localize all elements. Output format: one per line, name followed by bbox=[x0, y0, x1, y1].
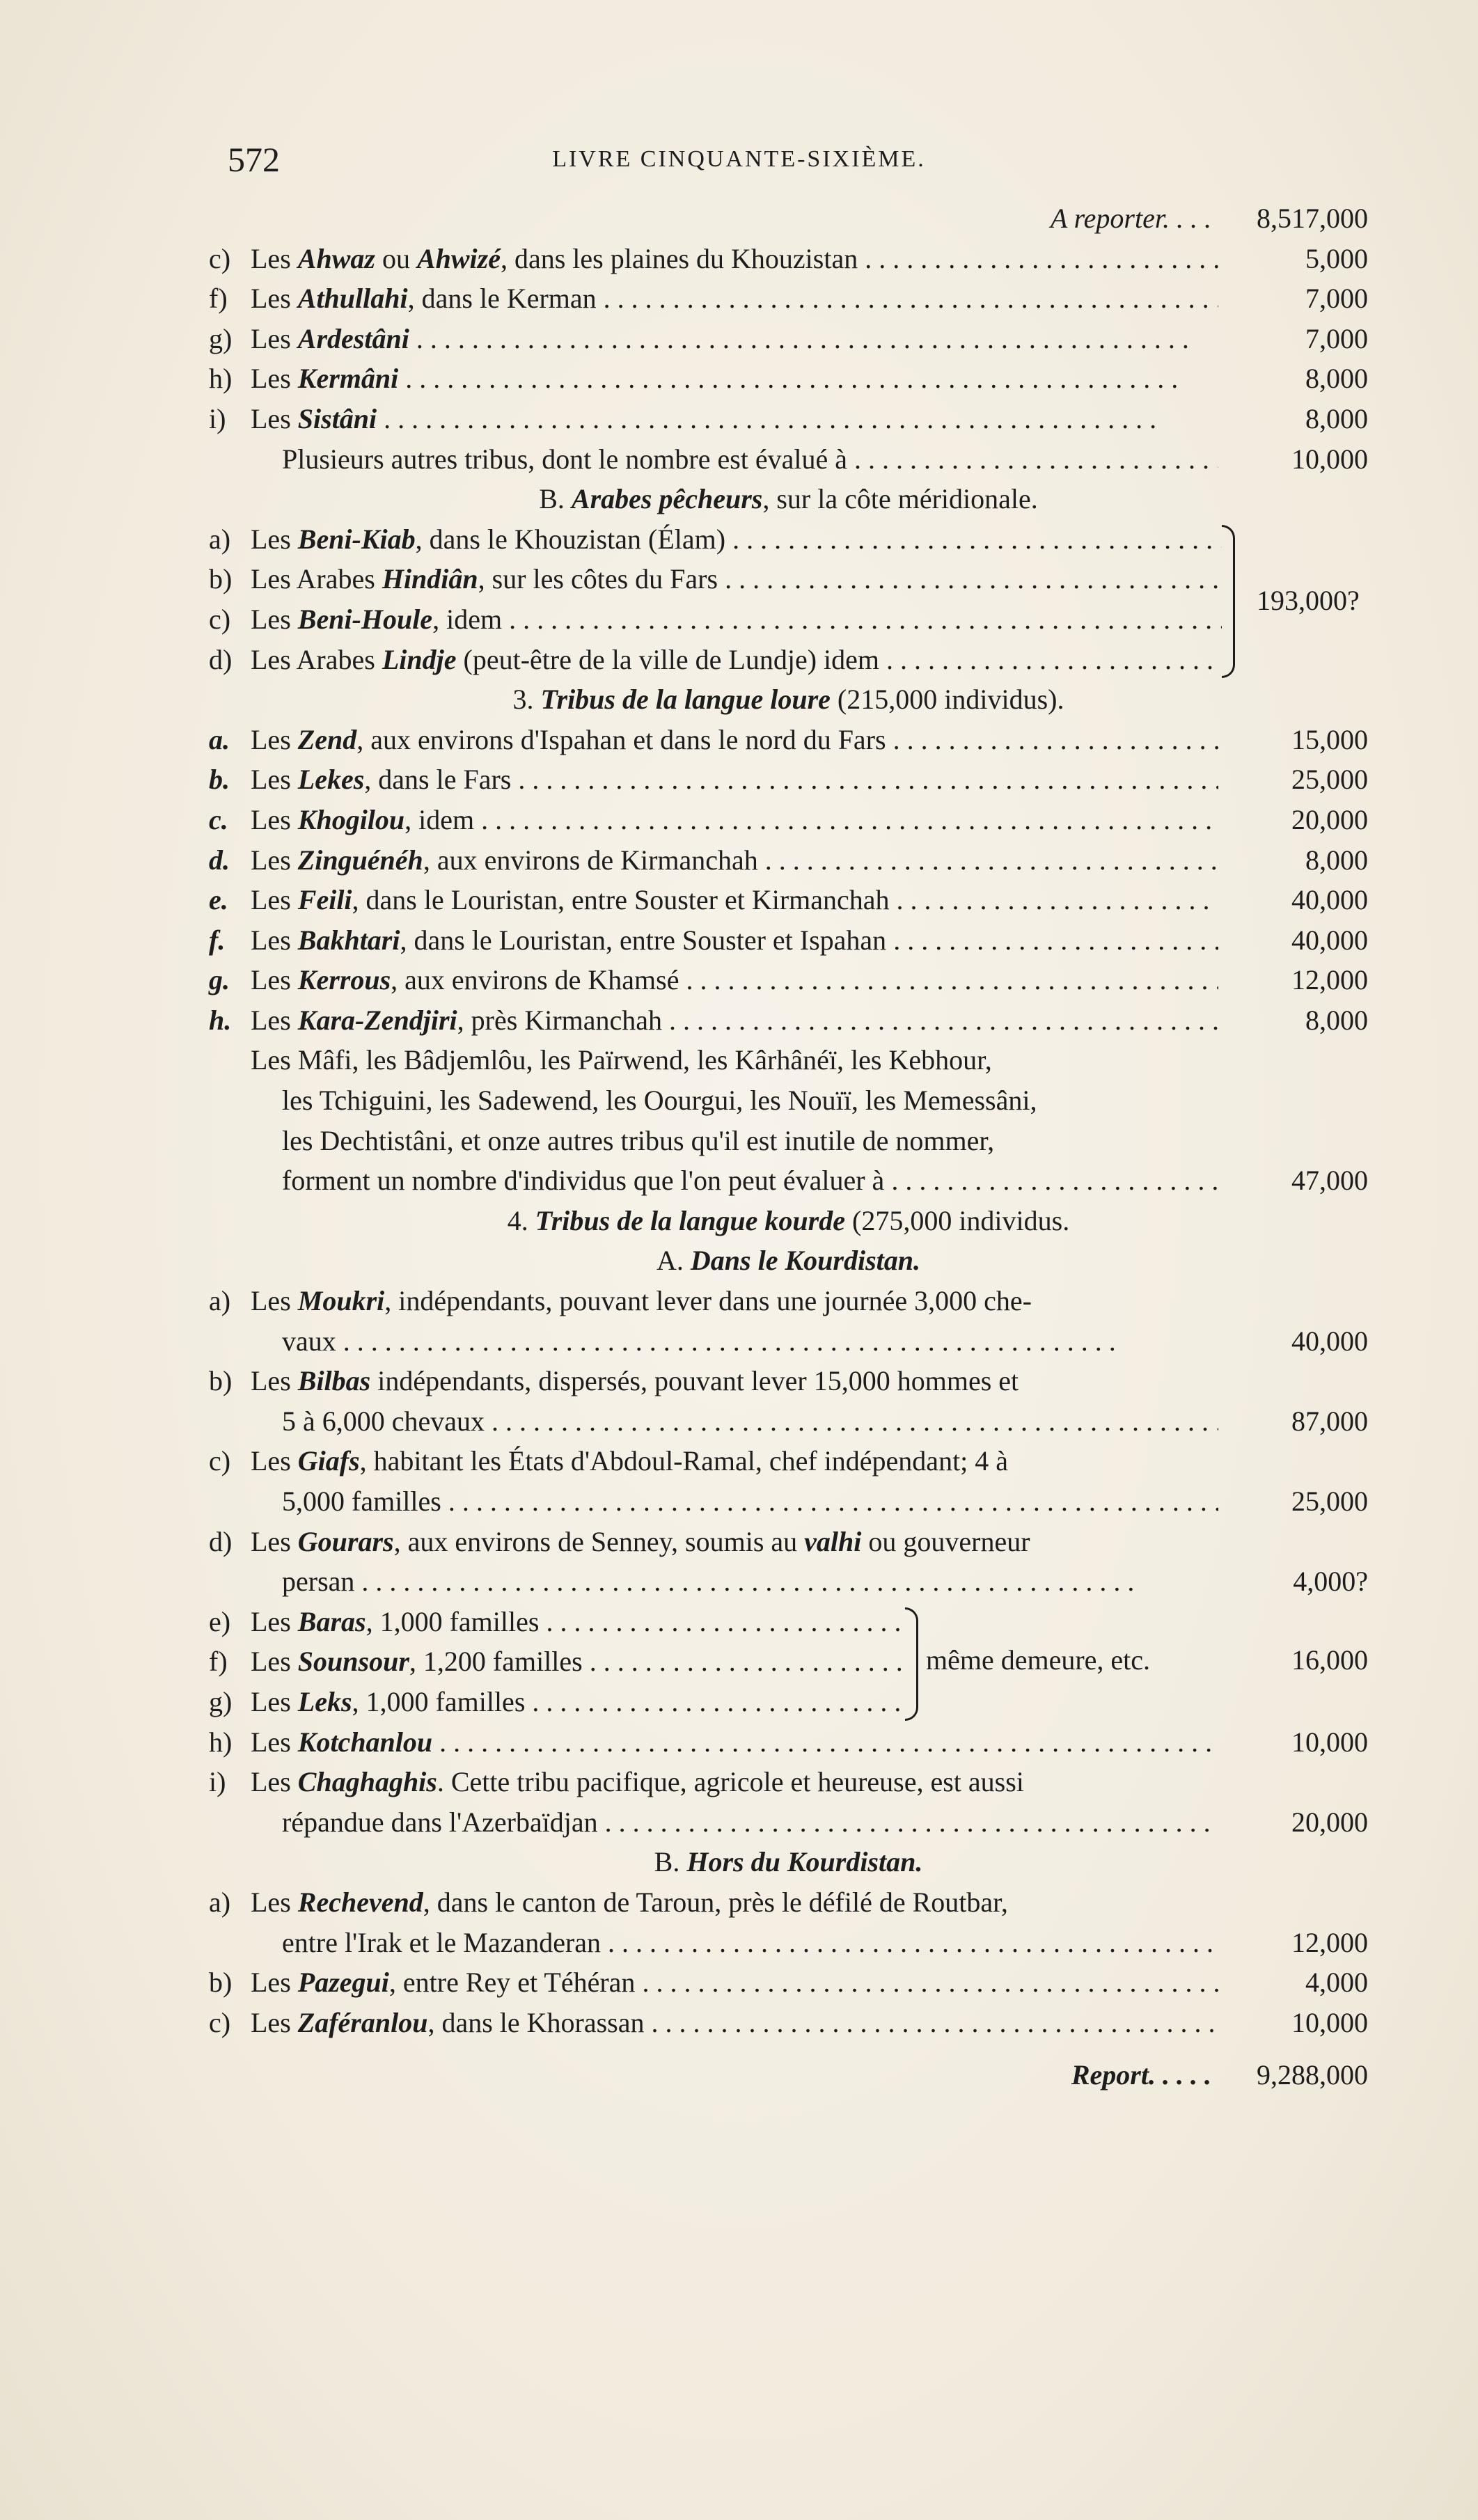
list-item bbox=[209, 239, 1368, 279]
tribe-name: Beni-Kiab bbox=[297, 523, 416, 555]
item-pre: Les bbox=[251, 1445, 298, 1477]
item-post: , sur les côtes du Fars bbox=[478, 563, 718, 595]
item-label: a) bbox=[209, 1886, 231, 1918]
list-item bbox=[209, 599, 1222, 640]
tribes-3-heading: 3. Tribus de la langue loure (215,000 individus). bbox=[512, 684, 1064, 716]
item-pre: Les bbox=[251, 1646, 298, 1678]
item-label: c) bbox=[209, 1445, 231, 1477]
item-text bbox=[251, 1000, 1218, 1041]
item-text bbox=[251, 1962, 1218, 2003]
item-pre: Les bbox=[251, 723, 298, 755]
item-post: , 1,000 familles bbox=[352, 1685, 526, 1717]
item-post: , 1,200 familles bbox=[409, 1646, 583, 1678]
item-label: a) bbox=[209, 1285, 231, 1317]
tribes-3-list bbox=[209, 720, 1368, 1041]
list-item-continuation bbox=[209, 1561, 1368, 1602]
others-text: Plusieurs autres tribus, dont le nombre est évalué à . . . bbox=[282, 439, 1218, 480]
tribe-name: Bilbas bbox=[297, 1365, 371, 1397]
item-pre: Les bbox=[251, 1766, 298, 1798]
tribe-name: Lekes bbox=[297, 764, 365, 796]
item-pre: Les bbox=[251, 523, 298, 555]
list-item bbox=[209, 1000, 1368, 1041]
kurdistan-heading: A. Dans le Kourdistan. bbox=[657, 1245, 920, 1277]
item-label: f) bbox=[209, 1646, 228, 1678]
item-value: 20,000 bbox=[1291, 1806, 1368, 1838]
item-label: f) bbox=[209, 283, 228, 315]
list-item-continuation bbox=[209, 1802, 1368, 1843]
item-pre: Les bbox=[251, 242, 298, 274]
tribe-name: Pazegui bbox=[297, 1967, 389, 1999]
list-item bbox=[209, 960, 1368, 1000]
item-text bbox=[251, 239, 1218, 279]
item-value: 7,000 bbox=[1305, 283, 1368, 315]
item-post: (peut-être de la ville de Lundje) idem bbox=[456, 643, 880, 675]
others-value-47000: 47,000 bbox=[1291, 1165, 1368, 1197]
list-item bbox=[209, 840, 1368, 881]
item-post: , dans le Kerman bbox=[407, 283, 597, 315]
item-text-cont: vaux . . . bbox=[282, 1321, 1218, 1362]
others-line-4: forment un nombre d'individus que l'on peut évaluer à . . . bbox=[282, 1160, 1218, 1201]
list-item bbox=[209, 1962, 1368, 2003]
list-item bbox=[209, 1441, 1368, 1481]
item-text bbox=[251, 840, 1218, 881]
tribe-name: Rechevend bbox=[297, 1886, 423, 1918]
item-label: d. bbox=[209, 844, 230, 876]
item-post: , dans le canton de Taroun, près le défilé de Routbar, bbox=[423, 1886, 1008, 1918]
others-line bbox=[209, 439, 1368, 480]
tribe-name: Beni-Houle bbox=[297, 603, 433, 635]
item-text-cont: répandue dans l'Azerbaïdjan . . . bbox=[282, 1802, 1218, 1843]
brace-group-note: même demeure, etc. bbox=[926, 1644, 1151, 1676]
list-item bbox=[209, 399, 1368, 439]
item-label: d) bbox=[209, 643, 233, 675]
item-pre: Les bbox=[251, 603, 298, 635]
item-post: , indépendants, pouvant lever dans une journée 3,000 che- bbox=[384, 1285, 1032, 1317]
tribe-name: Moukri bbox=[297, 1285, 385, 1317]
item-value: 10,000 bbox=[1291, 2006, 1368, 2038]
tribe-name: Feili bbox=[297, 884, 352, 916]
list-item bbox=[209, 1722, 1368, 1763]
item-pre: Les bbox=[251, 1285, 298, 1317]
item-value: 25,000 bbox=[1291, 764, 1368, 796]
list-item bbox=[209, 519, 1222, 560]
item-text bbox=[251, 1682, 905, 1722]
tribe-name: Chaghaghis bbox=[297, 1766, 437, 1798]
list-item bbox=[209, 1281, 1368, 1321]
item-i bbox=[209, 1762, 1368, 1842]
item-label: i) bbox=[209, 1766, 226, 1798]
item-label: a. bbox=[209, 723, 230, 755]
item-post: , idem bbox=[404, 803, 475, 835]
item-value: 8,000 bbox=[1305, 363, 1368, 395]
tribe-name: Ardestâni bbox=[297, 322, 409, 354]
item-label: c) bbox=[209, 603, 231, 635]
item-text bbox=[251, 720, 1218, 760]
item-label: c. bbox=[209, 803, 228, 835]
page-header bbox=[0, 139, 1478, 181]
list-item bbox=[209, 1762, 1368, 1802]
item-label: h) bbox=[209, 1726, 233, 1758]
item-post: , dans le Louristan, entre Souster et Ispahan bbox=[400, 924, 887, 956]
item-pre: Les bbox=[251, 1004, 298, 1036]
item-pre: Les bbox=[251, 924, 298, 956]
tribe-name: Baras bbox=[297, 1605, 366, 1637]
kurdistan-tail-list bbox=[209, 1722, 1368, 1763]
item-label: e) bbox=[209, 1605, 231, 1637]
item-text bbox=[251, 1602, 905, 1642]
report-line bbox=[209, 2055, 1368, 2095]
item-label: g) bbox=[209, 1685, 233, 1717]
item-value: 5,000 bbox=[1305, 242, 1368, 274]
brace-group-list bbox=[209, 1602, 905, 1722]
item-pre: Les bbox=[251, 402, 298, 434]
item-text bbox=[251, 1441, 1368, 1481]
item-label: h. bbox=[209, 1004, 232, 1036]
others-line-3: les Dechtistâni, et onze autres tribus qu'il est inutile de nommer, bbox=[282, 1124, 995, 1156]
item-value: 8,000 bbox=[1305, 844, 1368, 876]
item-pre: Les bbox=[251, 764, 298, 796]
tribe-name-alt: Ahwizé bbox=[416, 242, 501, 274]
item-text bbox=[251, 880, 1218, 920]
list-item bbox=[209, 359, 1368, 399]
item-value: 10,000 bbox=[1291, 1726, 1368, 1758]
item-text bbox=[251, 1762, 1368, 1802]
section-b-block bbox=[209, 519, 1368, 679]
item-text bbox=[251, 278, 1218, 319]
brace-group-value: 16,000 bbox=[1291, 1644, 1368, 1676]
list-item bbox=[209, 1882, 1368, 1923]
item-label: g) bbox=[209, 322, 233, 354]
tribe-name: Sounsour bbox=[297, 1646, 409, 1678]
item-label: b) bbox=[209, 1967, 233, 1999]
item-text bbox=[251, 319, 1218, 359]
item-text bbox=[251, 399, 1218, 439]
list-item bbox=[209, 880, 1368, 920]
item-label: b. bbox=[209, 764, 230, 796]
tribe-name: Lindje bbox=[382, 643, 457, 675]
item-pre: Les bbox=[251, 803, 298, 835]
item-text bbox=[251, 1882, 1368, 1923]
item-post: . Cette tribu pacifique, agricole et heureuse, est aussi bbox=[437, 1766, 1024, 1798]
tribe-name: Kerrous bbox=[297, 964, 391, 996]
item-value: 15,000 bbox=[1291, 723, 1368, 755]
item-pre: Les bbox=[251, 1685, 298, 1717]
item-pre: Les bbox=[251, 2006, 298, 2038]
item-text bbox=[251, 519, 1222, 560]
item-pre: Les bbox=[251, 884, 298, 916]
item-text bbox=[251, 2003, 1218, 2043]
carry-forward-line bbox=[209, 198, 1368, 239]
section-b-heading: B. Arabes pêcheurs, sur la côte méridionale. bbox=[539, 483, 1038, 515]
item-label: f. bbox=[209, 924, 226, 956]
section-b-list bbox=[209, 519, 1222, 679]
list-item bbox=[209, 920, 1368, 961]
tribe-name: Giafs bbox=[297, 1445, 360, 1477]
item-post: , près Kirmanchah bbox=[457, 1004, 663, 1036]
list-item bbox=[209, 1602, 905, 1642]
list-item-continuation bbox=[209, 1401, 1368, 1442]
others-line-1: Les Mâfi, les Bâdjemlôu, les Païrwend, les Kârhânéï, les Kebhour, bbox=[251, 1044, 992, 1076]
tribes-3-others bbox=[209, 1040, 1368, 1200]
item-text bbox=[251, 599, 1222, 640]
tribe-name: Zinguénéh bbox=[297, 844, 423, 876]
item-pre: Les Arabes bbox=[251, 643, 382, 675]
section-a-list bbox=[209, 239, 1368, 439]
kurdistan-list bbox=[209, 1281, 1368, 1602]
tribe-name: Kotchanlou bbox=[297, 1726, 433, 1758]
item-label: c) bbox=[209, 2006, 231, 2038]
list-item bbox=[209, 1522, 1368, 1562]
term: valhi bbox=[804, 1525, 862, 1557]
item-post: , aux environs de Kirmanchah bbox=[423, 844, 758, 876]
item-post: , dans le Khouzistan (Élam) bbox=[415, 523, 726, 555]
list-item-continuation bbox=[209, 1481, 1368, 1522]
item-post: , idem bbox=[432, 603, 503, 635]
item-label: h) bbox=[209, 363, 233, 395]
list-item-continuation bbox=[209, 1321, 1368, 1362]
outside-heading: B. Hors du Kourdistan. bbox=[654, 1846, 923, 1878]
item-text bbox=[251, 359, 1218, 399]
list-item bbox=[209, 2003, 1368, 2043]
item-value: 12,000 bbox=[1291, 1926, 1368, 1958]
list-item bbox=[209, 319, 1368, 359]
tribe-name: Kermâni bbox=[297, 363, 399, 395]
item-value: 4,000? bbox=[1293, 1566, 1368, 1598]
item-value: 40,000 bbox=[1291, 1325, 1368, 1357]
list-item bbox=[209, 1361, 1368, 1401]
section-b-brace bbox=[1222, 525, 1235, 678]
report-value: 9,288,000 bbox=[1257, 2059, 1368, 2091]
item-text bbox=[251, 640, 1222, 680]
list-item bbox=[209, 559, 1222, 599]
item-pre: Les bbox=[251, 1726, 298, 1758]
item-pre: Les Arabes bbox=[251, 563, 382, 595]
tribe-name: Ahwaz bbox=[297, 242, 375, 274]
item-pre: Les bbox=[251, 1525, 298, 1557]
item-text bbox=[251, 1722, 1218, 1763]
item-text bbox=[251, 1522, 1368, 1562]
list-item bbox=[209, 720, 1368, 760]
item-text bbox=[251, 759, 1218, 800]
others-value: 10,000 bbox=[1291, 443, 1368, 475]
tribes-4-heading: 4. Tribus de la langue kourde (275,000 individus. bbox=[507, 1204, 1070, 1236]
item-value: 12,000 bbox=[1291, 964, 1368, 996]
item-pre: Les bbox=[251, 1365, 298, 1397]
item-value: 20,000 bbox=[1291, 803, 1368, 835]
item-label: e. bbox=[209, 884, 228, 916]
item-post: , aux environs de Khamsé bbox=[391, 964, 679, 996]
item-post-2: ou gouverneur bbox=[861, 1525, 1030, 1557]
item-post: , aux environs d'Ispahan et dans le nord du Fars bbox=[356, 723, 886, 755]
list-item-continuation bbox=[209, 1923, 1368, 1963]
outside-item-a bbox=[209, 1882, 1368, 1962]
item-post: , aux environs de Senney, soumis au bbox=[393, 1525, 805, 1557]
item-label: b) bbox=[209, 1365, 233, 1397]
text-block bbox=[209, 198, 1368, 2095]
item-value: 40,000 bbox=[1291, 924, 1368, 956]
item-label: g. bbox=[209, 964, 230, 996]
item-text-cont: 5,000 familles . . . bbox=[282, 1481, 1218, 1522]
list-item bbox=[209, 1682, 905, 1722]
list-item bbox=[209, 1641, 905, 1682]
item-post-2: , dans les plaines du Khouzistan bbox=[500, 242, 858, 274]
item-value: 40,000 bbox=[1291, 884, 1368, 916]
item-pre: Les bbox=[251, 363, 298, 395]
item-label: b) bbox=[209, 563, 233, 595]
item-label: a) bbox=[209, 523, 231, 555]
item-pre: Les bbox=[251, 1967, 298, 1999]
item-value: 7,000 bbox=[1305, 322, 1368, 354]
item-text bbox=[251, 559, 1222, 599]
item-post: , habitant les États d'Abdoul-Ramal, chef indépendant; 4 à bbox=[359, 1445, 1009, 1477]
item-text bbox=[251, 1641, 905, 1682]
tribe-name: Leks bbox=[297, 1685, 352, 1717]
brace-group-brace bbox=[905, 1607, 918, 1721]
item-text-cont: entre l'Irak et le Mazanderan . . . bbox=[282, 1923, 1218, 1963]
tribe-name: Kara-Zendjiri bbox=[297, 1004, 457, 1036]
item-pre: Les bbox=[251, 1886, 298, 1918]
item-text bbox=[251, 800, 1218, 840]
item-text bbox=[251, 1361, 1368, 1401]
list-item bbox=[209, 640, 1222, 680]
item-value: 4,000 bbox=[1305, 1967, 1368, 1999]
report-label: Report. . . . . bbox=[1071, 2059, 1211, 2091]
tribe-name: Sistâni bbox=[297, 402, 377, 434]
section-b-total: 193,000? bbox=[1257, 584, 1360, 616]
item-label: c) bbox=[209, 242, 231, 274]
running-title: LIVRE CINQUANTE-SIXIÈME. bbox=[552, 146, 926, 172]
outside-list bbox=[209, 1962, 1368, 2042]
item-pre: Les bbox=[251, 283, 298, 315]
item-pre: Les bbox=[251, 844, 298, 876]
item-post: indépendants, dispersés, pouvant lever 15,000 hommes et bbox=[370, 1365, 1019, 1397]
item-pre: Les bbox=[251, 322, 298, 354]
item-value: 8,000 bbox=[1305, 402, 1368, 434]
others-line-2: les Tchiguini, les Sadewend, les Oourgui, les Nouïï, les Memessâni, bbox=[282, 1085, 1037, 1117]
item-post: , 1,000 familles bbox=[365, 1605, 540, 1637]
item-post: , dans le Fars bbox=[364, 764, 512, 796]
list-item bbox=[209, 759, 1368, 800]
item-text-cont: 5 à 6,000 chevaux . . . bbox=[282, 1401, 1218, 1442]
item-post: ou bbox=[375, 242, 417, 274]
tribe-name: Zend bbox=[297, 723, 357, 755]
list-item bbox=[209, 278, 1368, 319]
item-label: d) bbox=[209, 1525, 233, 1557]
carry-forward-label: A reporter. . . . bbox=[1050, 203, 1211, 234]
item-post: , dans le Khorassan bbox=[427, 2006, 645, 2038]
item-text-cont: persan . . . bbox=[282, 1561, 1218, 1602]
page-number: 572 bbox=[228, 140, 280, 179]
item-pre: Les bbox=[251, 964, 298, 996]
brace-group bbox=[209, 1602, 1368, 1722]
tribe-name: Bakhtari bbox=[297, 924, 400, 956]
item-text bbox=[251, 960, 1218, 1000]
tribe-name: Hindiân bbox=[382, 563, 478, 595]
item-post: , entre Rey et Téhéran bbox=[388, 1967, 636, 1999]
tribe-name: Gourars bbox=[297, 1525, 394, 1557]
tribe-name: Khogilou bbox=[297, 803, 405, 835]
item-text bbox=[251, 1281, 1368, 1321]
tribe-name: Athullahi bbox=[297, 283, 408, 315]
item-post: , dans le Louristan, entre Souster et Kirmanchah bbox=[352, 884, 890, 916]
carry-forward-value: 8,517,000 bbox=[1257, 203, 1368, 234]
list-item bbox=[209, 800, 1368, 840]
item-pre: Les bbox=[251, 1605, 298, 1637]
tribe-name: Zaféranlou bbox=[297, 2006, 428, 2038]
item-value: 87,000 bbox=[1291, 1405, 1368, 1437]
item-label: i) bbox=[209, 402, 226, 434]
item-value: 25,000 bbox=[1291, 1486, 1368, 1517]
item-text bbox=[251, 920, 1218, 961]
item-value: 8,000 bbox=[1305, 1004, 1368, 1036]
